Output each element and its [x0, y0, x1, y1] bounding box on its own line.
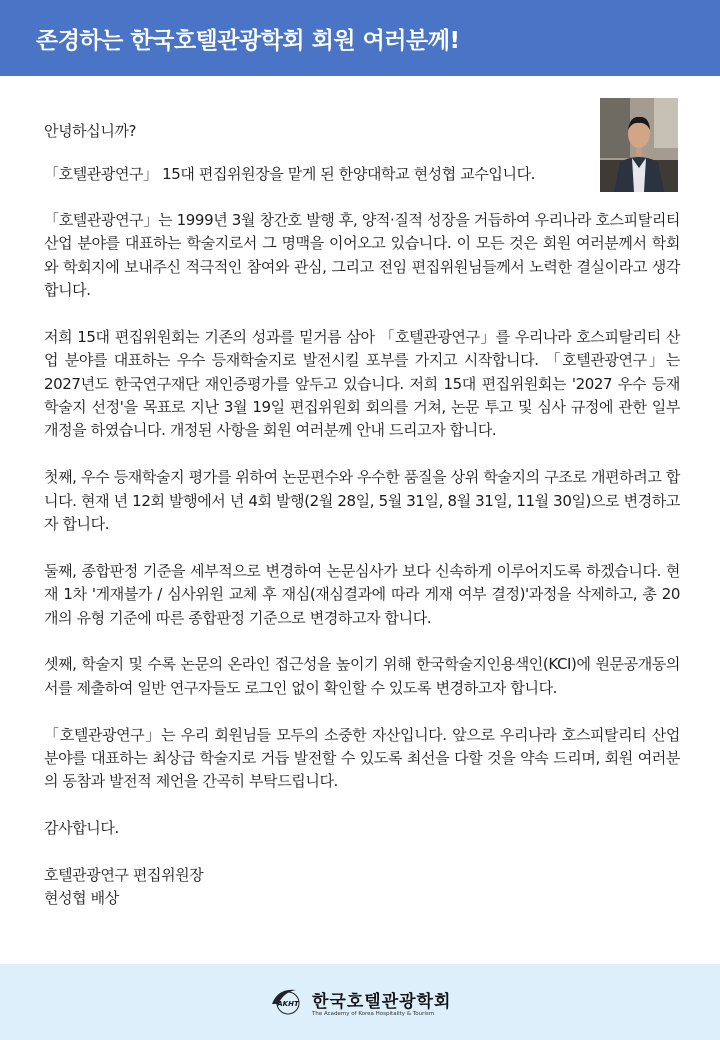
- paragraph-closing: 「호텔관광연구」는 우리 회원님들 모두의 소중한 자산입니다. 앞으로 우리나라 호스피탈리티 산업 분야를 대표하는 최상급 학술지로 거듭 발전할 수 있도록 최선을 다할 것을 약속 드리며, 회원 여러분의 동참과 발전적 제언을 간곡히 부탁드립니다.: [44, 725, 680, 791]
- paragraph-history: 「호텔관광연구」는 1999년 3월 창간호 발행 후, 양적·질적 성장을 거듭하여 우리나라 호스피탈리티 산업 분야를 대표하는 학술지로서 그 명맥을 이어오고 있습니다. 이 모든 것은 회원 여러분께서 학회와 학회지에 보내주신 적극적인 참여와 관심, 그리고 전임 편집위원님들께서 노력한 결실이라고 생각합니다.: [44, 210, 680, 300]
- introduction: 「호텔관광연구」 15대 편집위원장을 맡게 된 한양대학교 현성협 교수입니다.: [44, 165, 536, 184]
- society-logo: [268, 982, 468, 1026]
- footer-banner: [0, 964, 720, 1040]
- paragraph-third-change: 셋째, 학술지 및 수록 논문의 온라인 접근성을 높이기 위해 한국학술지인용색인(KCI)에 원문공개동의서를 제출하여 일반 연구자들도 로그인 없이 확인할 수 있도록 변경하고자 합니다.: [44, 655, 680, 697]
- signature-block: [44, 864, 680, 911]
- paragraph-first-change: 첫째, 우수 등재학술지 평가를 위하여 논문편수와 우수한 품질을 상위 학술지의 구조로 개편하려고 합니다. 현재 년 12회 발행에서 년 4회 발행(2월 28일, 5월 31일, 8월 31일, 11월 30일)으로 변경하고자 합니다.: [44, 468, 680, 534]
- signature-name: 현성협 배상: [44, 889, 119, 908]
- paragraph-committee-goal: 저희 15대 편집위원회는 기존의 성과를 밑거름 삼아 「호텔관광연구」를 우리나라 호스피탈리티 산업 분야를 대표하는 우수 등재학술지로 발전시킬 포부를 가지고 시작합니다. 「호텔관광연구」는 2027년도 한국연구재단 재인증평가를 앞두고 있습니다. 저희 15대 편집위원회는 '2027 우수 등재학술지 선정'을 목표로 지난 3월 19일 편집위원회 회의를 거쳐, 논문 투고 및 심사 규정에 관한 일부 개정을 하였습니다. 개정된 사항을 회원 여러분께 안내 드리고자 합니다.: [44, 327, 680, 440]
- signature-title: 호텔관광연구 편집위원장: [44, 866, 204, 885]
- org-name: 한국호텔관광학회: [312, 992, 452, 1012]
- paragraph-second-change: 둘째, 종합판정 기준을 세부적으로 변경하여 논문심사가 보다 신속하게 이루어지도록 하겠습니다. 현재 1차 '게재불가 / 심사위원 교체 후 재심(재심결과에 따라 게재 여부 결정)'과정을 삭제하고, 총 20개의 유형 기준에 따른 종합판정 기준으로 변경하고자 합니다.: [44, 561, 680, 627]
- letter-body: [44, 120, 680, 911]
- greeting: 안녕하십니까?: [44, 122, 137, 140]
- logo-mark-text: AKHT: [277, 1000, 299, 1008]
- header-banner: [0, 0, 720, 76]
- page-title: 존경하는 한국호텔관광학회 회원 여러분께!: [36, 28, 460, 54]
- org-name-english: The Academy of Korea Hospitality & Tourism: [312, 1011, 435, 1017]
- akht-logo-icon: [268, 986, 308, 1016]
- thanks-line: 감사합니다.: [44, 819, 119, 838]
